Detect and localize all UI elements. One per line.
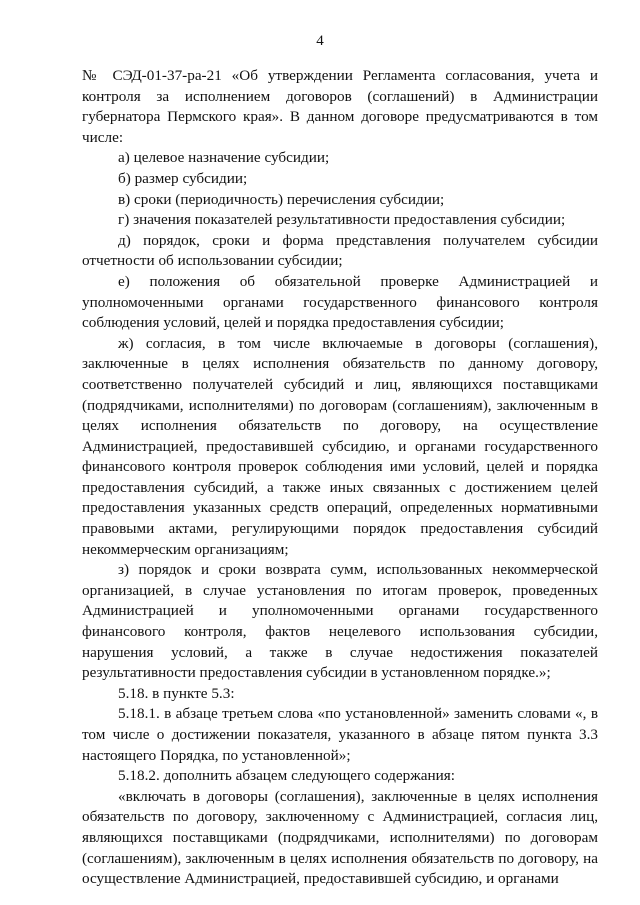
page-number: 4	[316, 33, 324, 49]
paragraph: 5.18.1. в абзаце третьем слова «по установленной» заменить словами «, в том числе о достижении показателя, указанного в абзаце пятом пункта 3.3 настоящего Порядка, по установленной»;	[82, 705, 598, 764]
list-item-e: е) положения об обязательной проверке Администрацией и уполномоченными органами государственного финансового контроля соблюдения условий, целей и порядка предоставления субсидии;	[82, 272, 598, 332]
list-item-b: б) размер субсидии;	[118, 169, 248, 187]
paragraph: 5.18. в пункте 5.3:	[118, 684, 235, 702]
list-item-zh: ж) согласия, в том числе включаемые в договоры (соглашения), заключенные в целях исполнения обязательств по данному договору, соответственно получателей субсидий и лиц, являющихся поставщиками (подрядчиками, исполнителями) по договорам (соглашениям), заключенным в целях исполнения обязательств по договору, на осуществление Администрацией, предоставившей субсидию, и органами государственного финансового контроля проверок соблюдения ими условий, целей и порядка предоставления субсидий, а также иных связанных с достижением целей предоставления указанных средств операций, определенных нормативными правовыми актами, регулирующими порядок предоставления субсидий некоммерческим организациям;	[82, 334, 598, 558]
list-item-a: а) целевое назначение субсидии;	[118, 149, 330, 167]
paragraph: 5.18.2. дополнить абзацем следующего содержания:	[118, 767, 455, 785]
list-item-d: д) порядок, сроки и форма представления получателем субсидии отчетности об использовании субсидии;	[82, 231, 598, 270]
paragraph: № СЭД-01-37-ра-21 «Об утверждении Регламента согласования, учета и контроля за исполнением договоров (соглашений) в Администрации губернатора Пермского края». В данном договоре предусматриваются в том числе:	[82, 67, 598, 146]
paragraph: «включать в договоры (соглашения), заключенные в целях исполнения обязательств по договору, заключенному с Администрацией, согласия лиц, являющихся поставщиками (подрядчиками, исполнителями) по договорам (соглашениям), заключенным в целях исполнения обязательств по договору, на осуществление Администрацией, предоставившей субсидию, и органами	[82, 787, 598, 888]
list-item-v: в) сроки (периодичность) перечисления субсидии;	[118, 190, 445, 208]
list-item-z: з) порядок и сроки возврата сумм, использованных некоммерческой организацией, в случае установления по итогам проверок, проведенных Администрацией и уполномоченными органами государственного финансового контроля, фактов нецелевого использования субсидии, нарушения условий, а также в случае недостижения показателей результативности предоставления субсидии в установленном порядке.»;	[82, 561, 598, 682]
list-item-g: г) значения показателей результативности предоставления субсидии;	[118, 211, 566, 229]
document-body	[82, 66, 598, 890]
